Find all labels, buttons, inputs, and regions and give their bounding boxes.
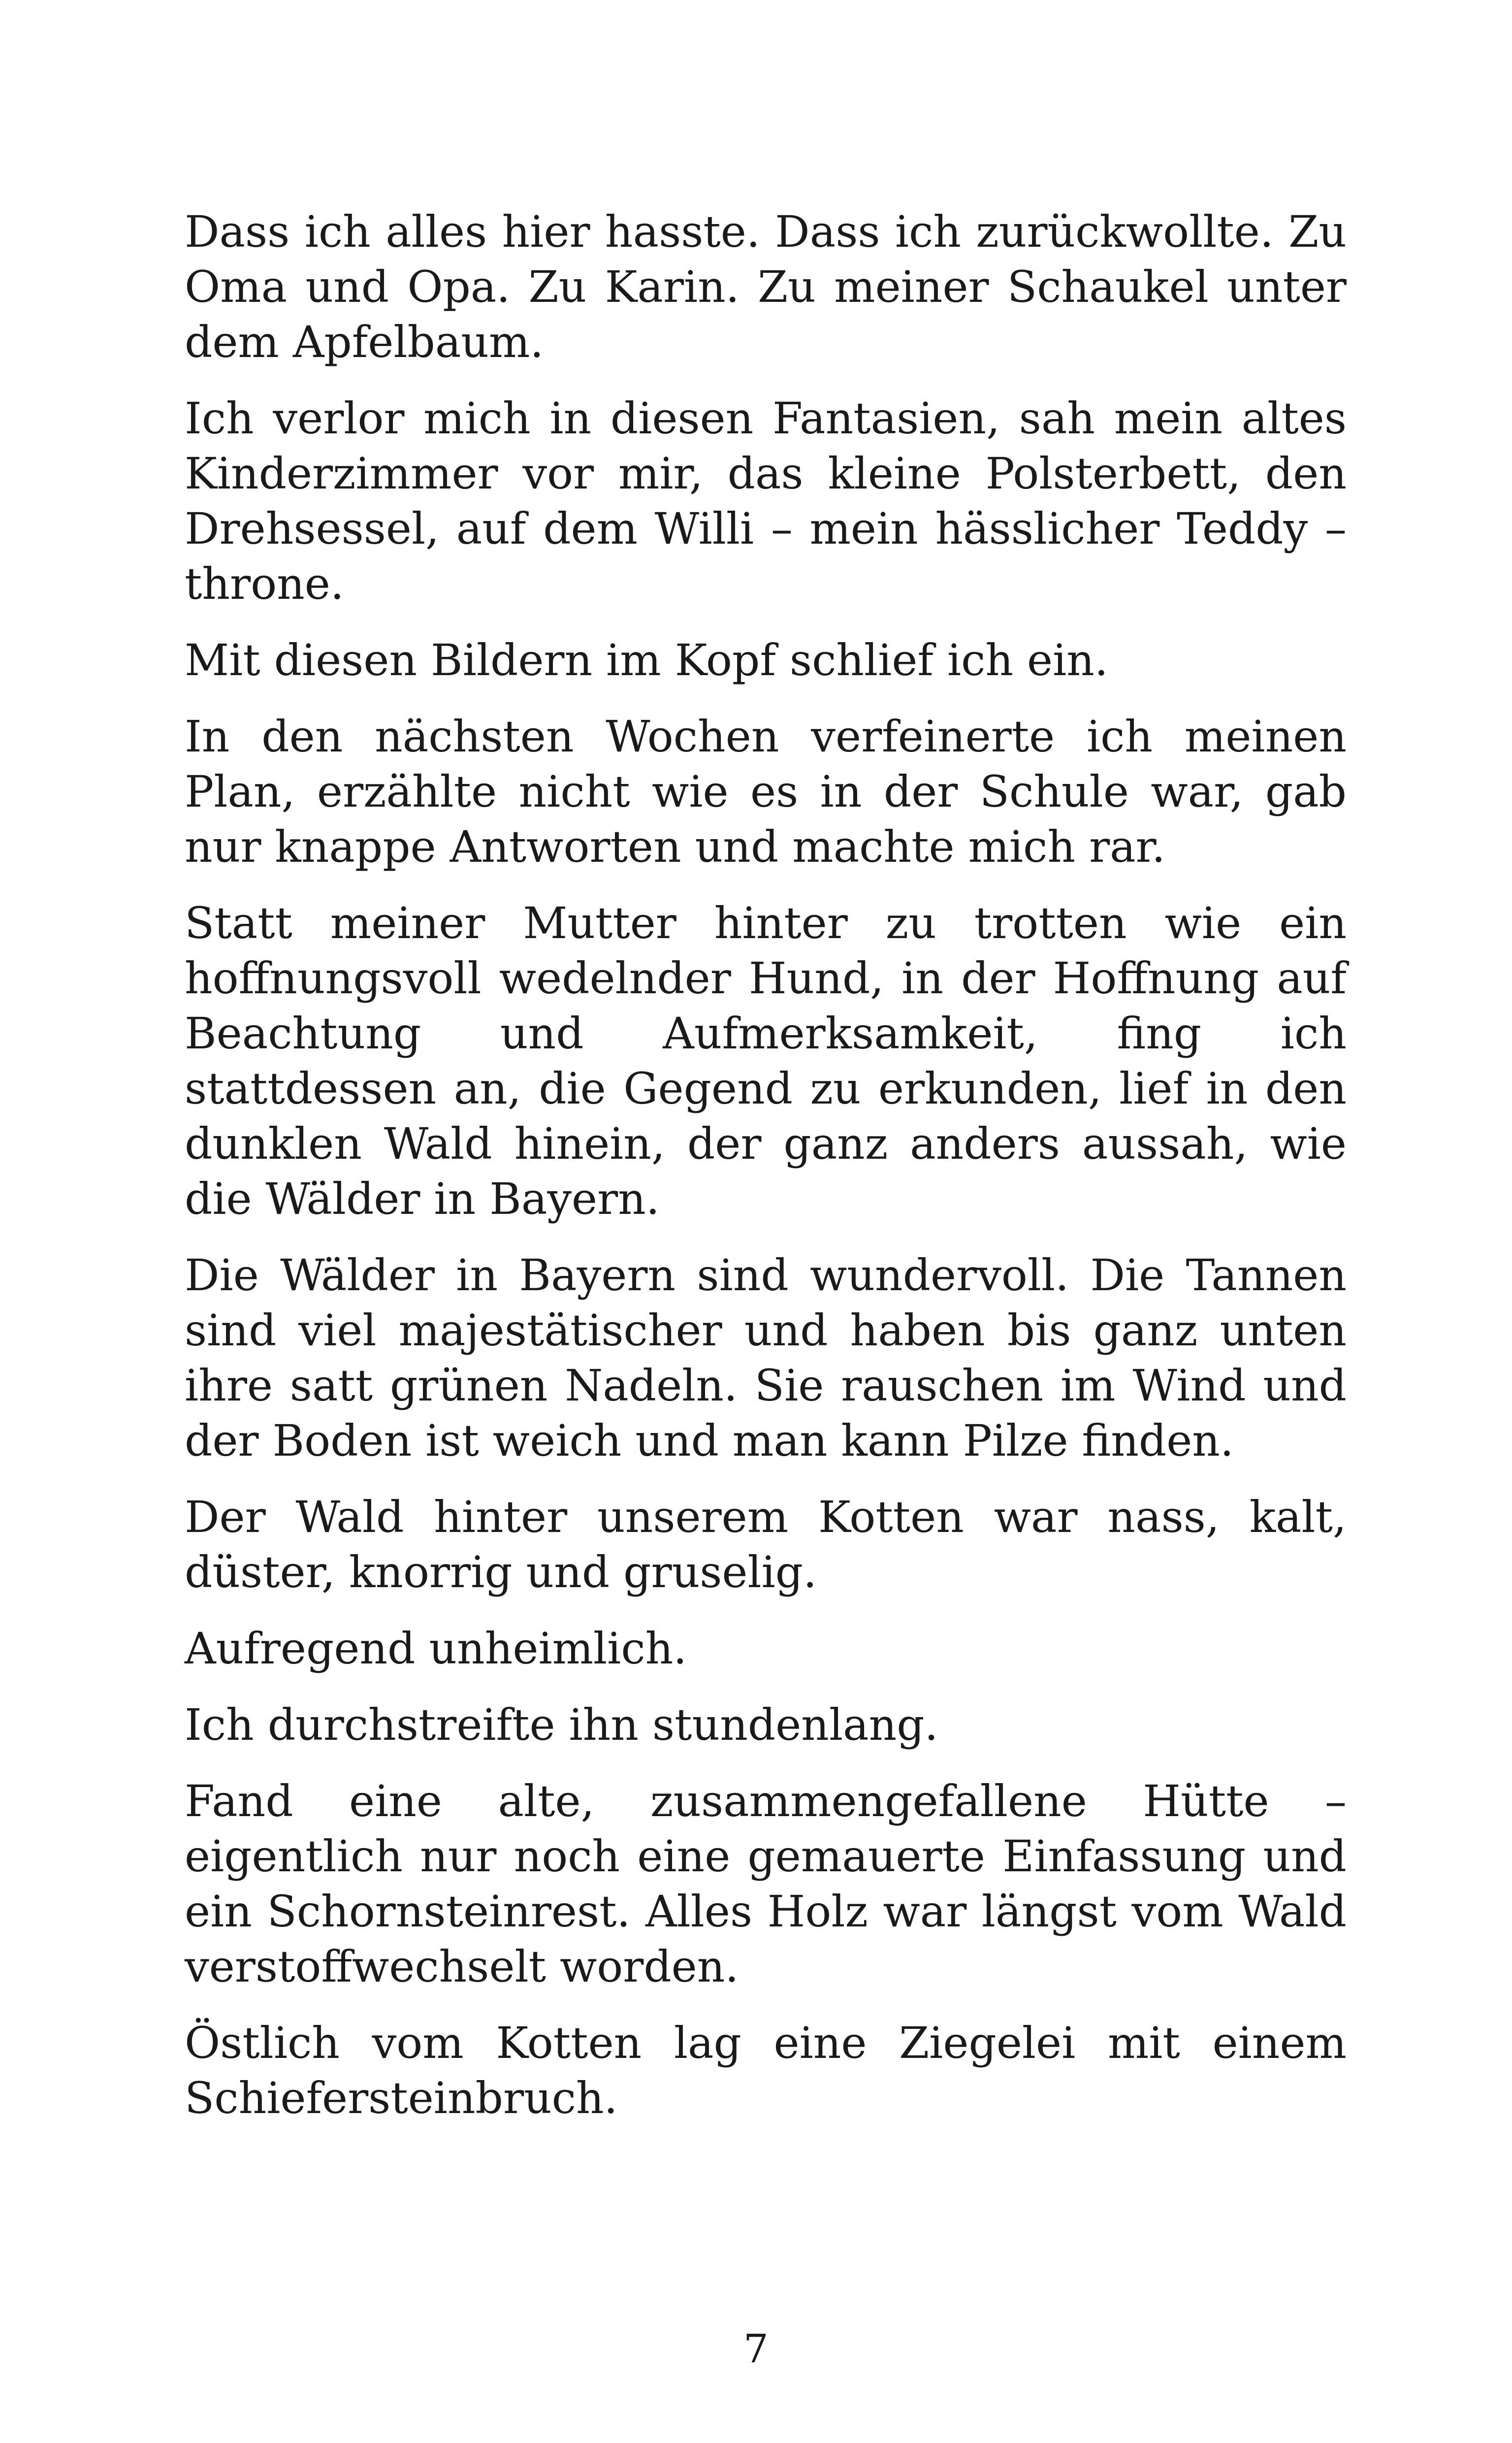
paragraph: Östlich vom Kotten lag eine Ziegelei mit einem Schiefersteinbruch. — [185, 2018, 1347, 2123]
page-number: 7 — [743, 2326, 769, 2372]
paragraph: Statt meiner Mutter hinter zu trotten wie ein hoffnungsvoll wedelnder Hund, in der Hoffnung auf Beachtung und Aufmerksamkeit, fing ich stattdessen an, die Gegend zu erkunden, lief in den dunklen Wald hinein, der ganz anders aussah, wie die Wälder in Bayern. — [185, 898, 1347, 1224]
paragraph: Ich verlor mich in diesen Fantasien, sah mein altes Kinderzimmer vor mir, das kleine Polsterbett, den Drehsessel, auf dem Willi – mein hässlicher Teddy – throne. — [185, 393, 1347, 609]
paragraph: Fand eine alte, zusammengefallene Hütte – eigentlich nur noch eine gemauerte Einfassung und ein Schornsteinrest. Alles Holz war längst vom Wald verstoffwechselt worden. — [185, 1776, 1347, 1992]
paragraph: Mit diesen Bildern im Kopf schlief ich ein. — [185, 635, 1108, 685]
paragraph: In den nächsten Wochen verfeinerte ich meinen Plan, erzählte nicht wie es in der Schule war, gab nur knappe Antworten und machte mich rar. — [185, 711, 1347, 872]
body-text — [185, 204, 1347, 2147]
paragraph: Die Wälder in Bayern sind wundervoll. Die Tannen sind viel majestätischer und haben bis ganz unten ihre satt grünen Nadeln. Sie rauschen im Wind und der Boden ist weich und man kann Pilze finden. — [185, 1250, 1347, 1466]
paragraph: Der Wald hinter unserem Kotten war nass, kalt, düster, knorrig und gruselig. — [185, 1492, 1347, 1597]
paragraph: Dass ich alles hier hasste. Dass ich zurückwollte. Zu Oma und Opa. Zu Karin. Zu meiner Schaukel unter dem Apfelbaum. — [185, 206, 1347, 367]
paragraph: Aufregend unheimlich. — [185, 1623, 687, 1674]
paragraph: Ich durchstreifte ihn stundenlang. — [185, 1699, 938, 1750]
